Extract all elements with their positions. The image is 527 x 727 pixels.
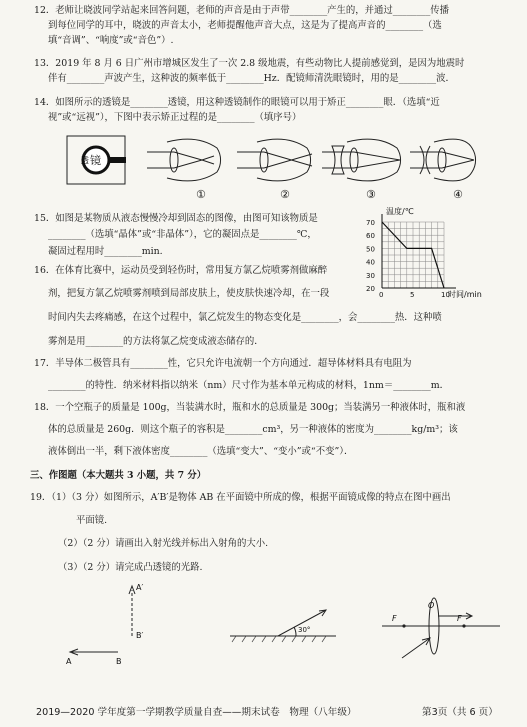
q14-line-2: 视”或“远视”），下图中表示矫正过程的是________（填序号）	[48, 112, 302, 123]
q19-line-4: （3）（2 分）请完成凸透镜的光路.	[58, 562, 203, 573]
section-3-heading: 三、作图题（本大题共 3 小题，共 7 分）	[30, 470, 207, 481]
label-f-right: F	[457, 614, 462, 623]
eye-diagram-3	[322, 139, 401, 181]
q17-line-2: ________的特性．纳米材料指以纳米（nm）尺寸作为基本单元构成的材料，1nm＝________m．	[48, 380, 449, 391]
option-3: ③	[366, 188, 376, 201]
cooling-curve-chart	[364, 206, 520, 306]
q19-line-1: 19．（1）（3 分）如图所示，A′B′是物体 AB 在平面镜中所成的像，根据平面镜成像的特点在图中画出	[30, 492, 451, 503]
y-tick-label: 20	[366, 285, 375, 293]
label-a-prime: A′	[136, 583, 144, 592]
label-a: A	[66, 657, 72, 666]
q12-line-3: 填“音调”、“响度”或“音色”）.	[48, 35, 174, 46]
y-tick-label: 40	[366, 258, 375, 267]
q16-line-1: 16．在体育比赛中，运动员受到轻伤时，常用复方氯乙烷喷雾剂做麻醉	[34, 265, 328, 276]
q16-line-2: 剂，把复方氯乙烷喷雾剂喷到局部皮肤上，使皮肤快速冷却，在一段	[48, 288, 330, 299]
reflection-figure	[226, 606, 346, 656]
y-tick-label: 30	[366, 271, 375, 280]
option-1: ①	[196, 188, 206, 201]
label-o: O	[428, 601, 435, 610]
q17-line-1: 17．半导体二极管具有________性，它只允许电流朝一个方向通过．超导体材料具有电阻为	[34, 358, 412, 369]
eye-diagram-1	[147, 139, 221, 181]
q18-line-2: 体的总质量是 260g．则这个瓶子的容积是________cm³，另一种液体的密度为________kg/m³；该	[48, 424, 458, 435]
eye-diagram-4	[410, 139, 476, 181]
x-tick-label: 10	[441, 291, 450, 299]
q12-line-2: 到每位同学的耳中，晓波的声音太小，老师提醒他声音大点，这是为了提高声音的________（选	[48, 20, 442, 31]
q16-line-4: 雾剂是用________的方法将氯乙烷变成液态储存的．	[48, 336, 264, 347]
q18-line-1: 18．一个空瓶子的质量是 100g，当装满水时，瓶和水的总质量是 300g；当装满另一种液体时，瓶和液	[34, 402, 466, 413]
q19-line-2: 平面镜.	[76, 515, 108, 526]
lens-label: 透	[81, 156, 89, 165]
q15-line-1: 15．如图是某物质从液态慢慢冷却到固态的图像，由图可知该物质是	[34, 213, 318, 224]
footer-exam-title: 2019—2020 学年度第一学期教学质量自查——期末试卷 物理（八年级）	[36, 707, 357, 718]
eye-diagram-2	[237, 139, 312, 181]
q16-line-3: 时间内失去疼痛感，在这个过程中，氯乙烷发生的物态变化是________，会________热．这种喷	[48, 312, 442, 323]
q14-line-1: 14．如图所示的透镜是________透镜，用这种透镜制作的眼镜可以用于矫正________眼．（选填“近	[34, 97, 440, 108]
y-tick-label: 70	[366, 219, 375, 227]
label-b: B	[116, 657, 122, 666]
mirror-image-figure	[60, 576, 160, 666]
q13-line-1: 13．2019 年 8 月 6 日广州市增城区发生了一次 2.8 级地震，有些动物比人提前感觉到，是因为地震时	[34, 58, 465, 69]
chart-y-label: 温度/℃	[386, 207, 414, 216]
q15-line-3: 凝固过程用时________min.	[48, 246, 163, 257]
q19-line-3: （2）（2 分）请画出入射光线并标出入射角的大小.	[58, 538, 269, 549]
x-tick-label: 0	[379, 291, 384, 299]
label-b-prime: B′	[136, 631, 144, 640]
y-tick-label: 50	[366, 245, 375, 254]
chart-x-label: 时间/min	[448, 290, 482, 299]
label-f-left: F	[392, 614, 397, 623]
q12-line-1: 12．老师让晓波同学站起来回答问题，老师的声音是由于声带________产生的，并通过________传播	[34, 5, 450, 16]
q13-line-2: 伴有________声波产生，这种波的频率低于________Hz．配镜师清洗眼镜时，用的是________波．	[48, 73, 455, 84]
lens-label-2: 镜	[90, 154, 101, 167]
option-4: ④	[453, 188, 463, 201]
y-tick-label: 60	[366, 232, 375, 241]
option-2: ②	[280, 188, 290, 201]
x-tick-label: 5	[410, 291, 415, 299]
q18-line-3: 液体倒出一半，剩下液体密度________（选填“变大”、“变小”或“不变”）．	[48, 446, 354, 457]
convex-lens-figure	[382, 596, 502, 676]
footer-page-number: 第3页（共 6 页）	[422, 707, 498, 718]
q15-line-2: ________（选填“晶体”或“非晶体”），它的凝固点是________℃，	[48, 229, 317, 240]
angle-label: 30°	[298, 626, 311, 634]
lens-eye-figure	[62, 130, 482, 202]
page-footer	[36, 704, 498, 718]
